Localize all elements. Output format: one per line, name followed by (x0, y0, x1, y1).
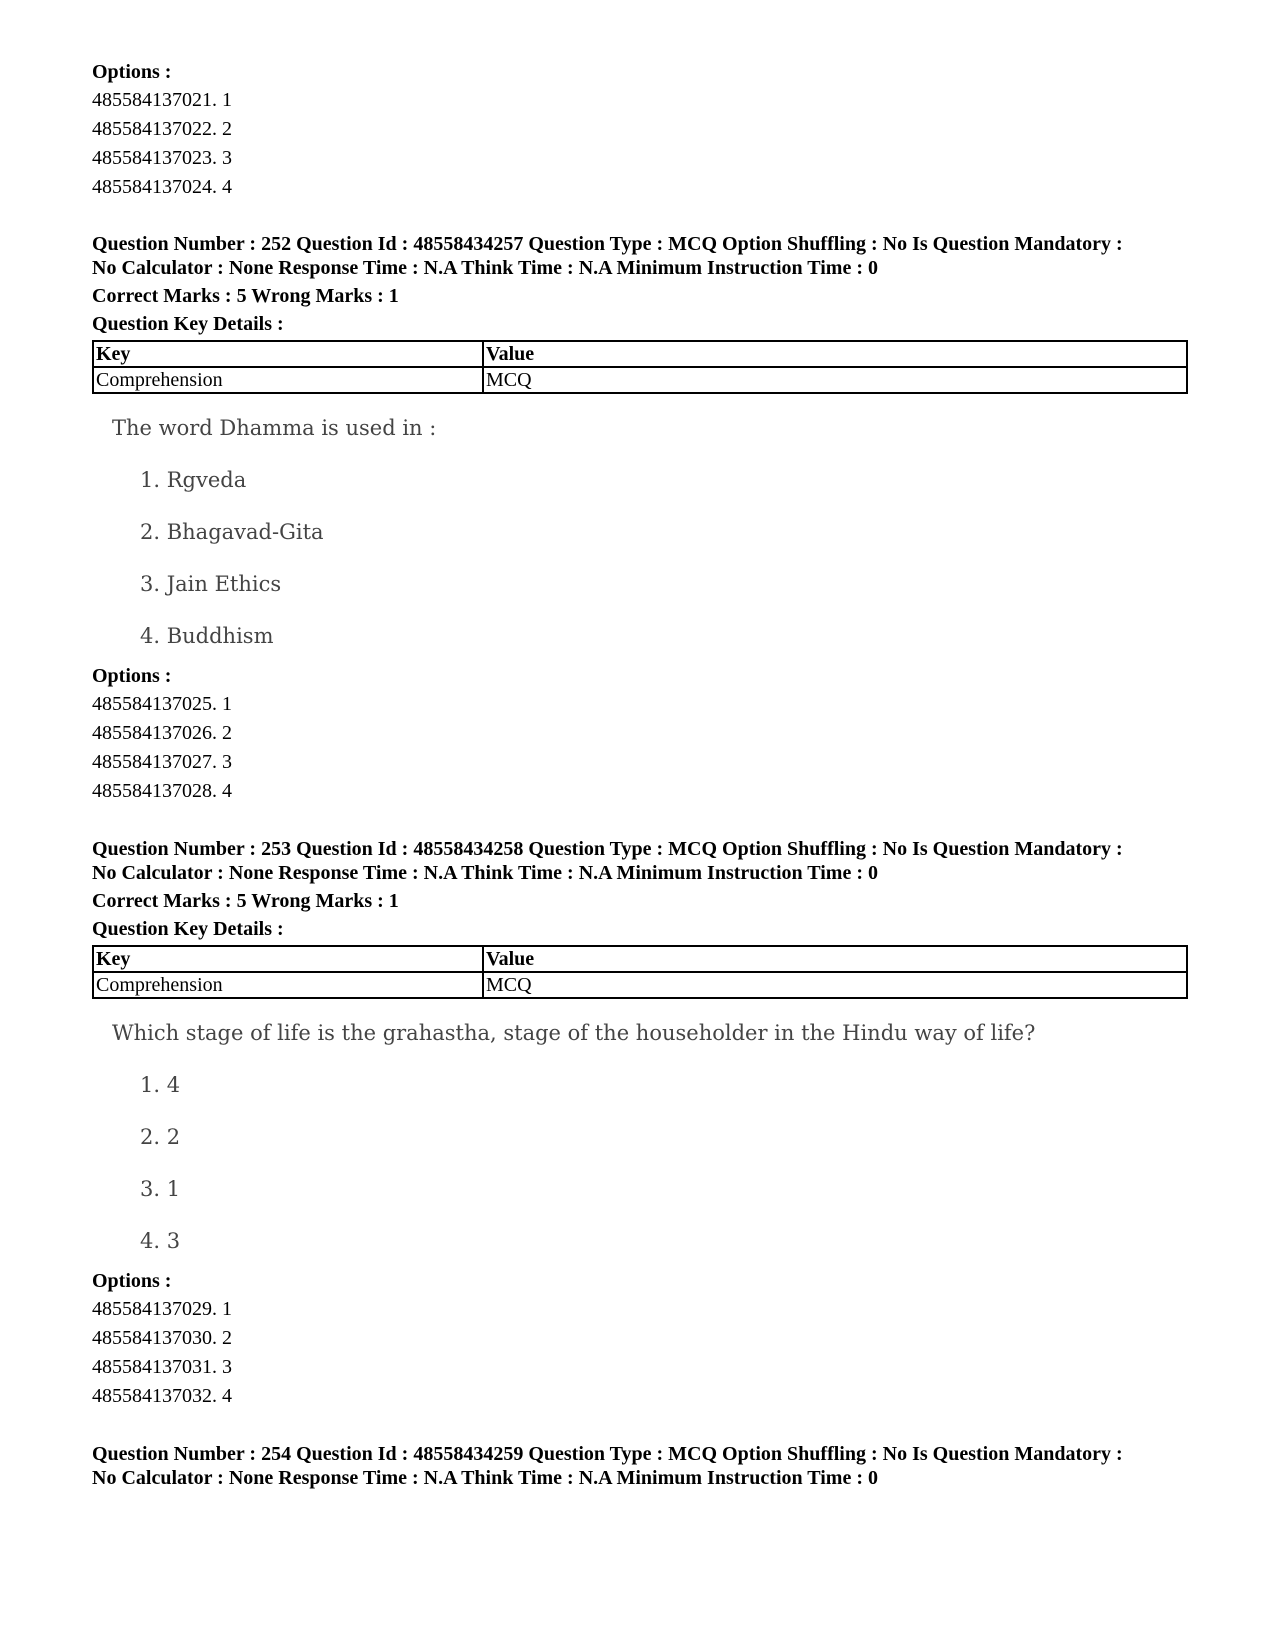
question-252-block (92, 232, 1192, 806)
table-header-value: Value (483, 341, 1187, 367)
option-item: 485584137029. 1 (92, 1298, 232, 1320)
question-meta-line2: No Calculator : None Response Time : N.A Think Time : N.A Minimum Instruction Time : 0 (92, 862, 878, 884)
choice-item: 3. 1 (140, 1177, 181, 1201)
question-meta-line2: No Calculator : None Response Time : N.A Think Time : N.A Minimum Instruction Time : 0 (92, 1467, 878, 1489)
option-item: 485584137027. 3 (92, 751, 232, 773)
question-meta-line1: Question Number : 254 Question Id : 48558434259 Question Type : MCQ Option Shuffling : No Is Question Mandatory : (92, 1443, 1123, 1465)
question-text: Which stage of life is the grahastha, stage of the householder in the Hindu way of life? (112, 1021, 1036, 1045)
question-image (92, 1019, 1192, 1255)
prev-options-block (92, 58, 232, 202)
question-meta-line2: No Calculator : None Response Time : N.A Think Time : N.A Minimum Instruction Time : 0 (92, 257, 878, 279)
choice-item: 2. 2 (140, 1125, 181, 1149)
option-item: 485584137024. 4 (92, 176, 232, 198)
options-block (92, 662, 1192, 806)
option-item: 485584137028. 4 (92, 780, 232, 802)
question-253-block (92, 837, 1192, 1411)
question-key-details-label: Question Key Details : (92, 918, 284, 940)
options-heading: Options : (92, 61, 172, 83)
choice-item: 1. Rgveda (140, 468, 247, 492)
option-item: 485584137022. 2 (92, 118, 232, 140)
options-heading: Options : (92, 665, 172, 687)
table-cell-value: MCQ (483, 972, 1187, 998)
option-item: 485584137026. 2 (92, 722, 232, 744)
table-header-value: Value (483, 946, 1187, 972)
table-cell-value: MCQ (483, 367, 1187, 393)
question-254-block (92, 1442, 1192, 1490)
option-item: 485584137021. 1 (92, 89, 232, 111)
question-meta-line1: Question Number : 252 Question Id : 48558434257 Question Type : MCQ Option Shuffling : No Is Question Mandatory : (92, 233, 1123, 255)
table-header-key: Key (93, 946, 483, 972)
question-text: The word Dhamma is used in : (112, 416, 437, 440)
table-cell-key: Comprehension (93, 972, 483, 998)
option-item: 485584137023. 3 (92, 147, 232, 169)
table-header-row (93, 946, 1187, 972)
question-meta-line1: Question Number : 253 Question Id : 48558434258 Question Type : MCQ Option Shuffling : No Is Question Mandatory : (92, 838, 1123, 860)
table-header-row (93, 341, 1187, 367)
table-header-key: Key (93, 341, 483, 367)
choice-item: 2. Bhagavad-Gita (140, 520, 324, 544)
options-heading: Options : (92, 1270, 172, 1292)
option-item: 485584137030. 2 (92, 1327, 232, 1349)
question-key-details-label: Question Key Details : (92, 313, 284, 335)
table-row (93, 367, 1187, 393)
table-row (93, 972, 1187, 998)
option-item: 485584137031. 3 (92, 1356, 232, 1378)
question-image (92, 414, 1192, 650)
question-key-table (92, 340, 1188, 394)
options-block (92, 1267, 1192, 1411)
question-marks: Correct Marks : 5 Wrong Marks : 1 (92, 890, 399, 912)
choice-item: 4. Buddhism (140, 624, 274, 648)
choice-item: 4. 3 (140, 1229, 181, 1253)
question-marks: Correct Marks : 5 Wrong Marks : 1 (92, 285, 399, 307)
choice-item: 1. 4 (140, 1073, 181, 1097)
question-key-table (92, 945, 1188, 999)
table-cell-key: Comprehension (93, 367, 483, 393)
option-item: 485584137032. 4 (92, 1385, 232, 1407)
choice-item: 3. Jain Ethics (140, 572, 282, 596)
option-item: 485584137025. 1 (92, 693, 232, 715)
